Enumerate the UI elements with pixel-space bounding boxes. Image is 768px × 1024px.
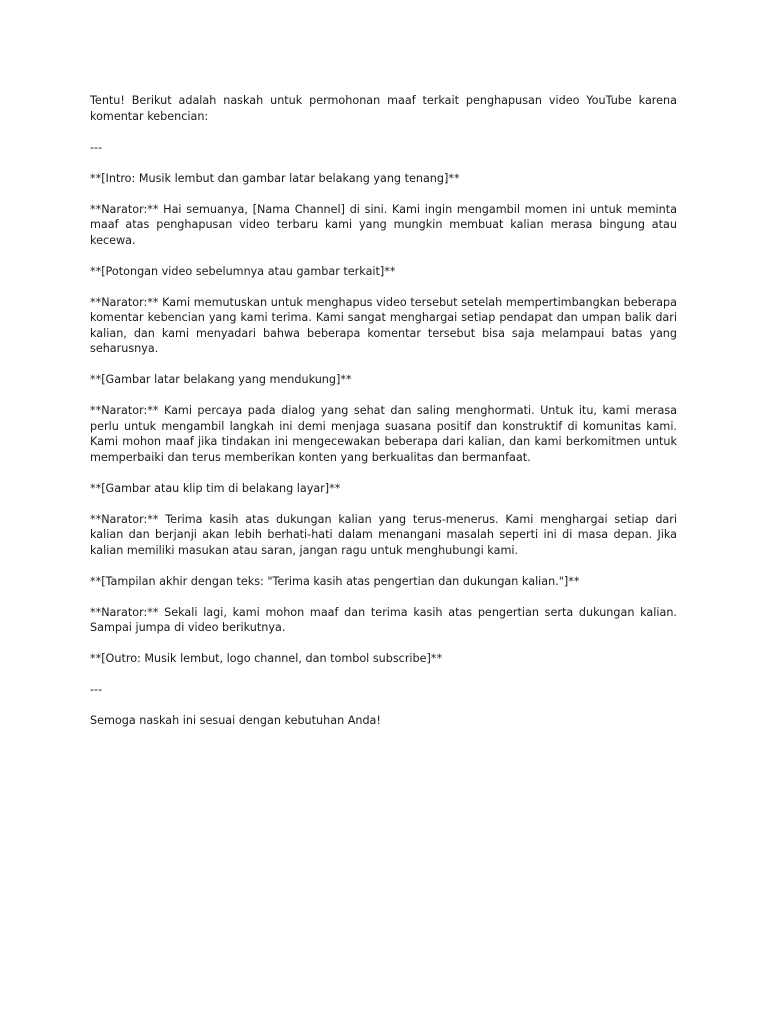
intro-text: Tentu! Berikut adalah naskah untuk permohonan maaf terkait penghapusan video YouTube karena komentar kebencian:: [90, 94, 677, 123]
document-page: [90, 93, 677, 744]
scene-direction-intro: **[Intro: Musik lembut dan gambar latar belakang yang tenang]**: [90, 171, 460, 185]
scene-direction-outro: **[Outro: Musik lembut, logo channel, dan tombol subscribe]**: [90, 652, 443, 665]
narrator-line-4: **Narator:** Terima kasih atas dukungan kalian yang terus-menerus. Kami menghargai setiap dari kalian dan berjanji akan lebih berhati-hati dalam menangani masalah seperti ini di masa depan. Jika kalian memiliki masukan atau saran, jangan ragu untuk menghubungi kami.: [90, 512, 677, 557]
scene-direction-background: **[Gambar latar belakang yang mendukung]**: [90, 373, 352, 386]
closing-text: Semoga naskah ini sesuai dengan kebutuhan Anda!: [90, 714, 381, 727]
separator-top: ---: [90, 140, 103, 154]
scene-direction-ending: **[Tampilan akhir dengan teks: "Terima kasih atas pengertian dan dukungan kalian."]**: [90, 574, 580, 588]
scene-direction-clip: **[Potongan video sebelumnya atau gambar terkait]**: [90, 264, 396, 278]
separator-bottom: ---: [90, 683, 103, 696]
narrator-line-1: **Narator:** Hai semuanya, [Nama Channel] di sini. Kami ingin mengambil momen ini untuk meminta maaf atas penghapusan video terbaru kami yang mungkin membuat kalian merasa bingung atau kecewa.: [90, 202, 677, 247]
narrator-line-2: **Narator:** Kami memutuskan untuk menghapus video tersebut setelah mempertimbangkan beberapa komentar kebencian yang kami terima. Kami sangat menghargai setiap pendapat dan umpan balik dari kalian, dan kami menyadari bahwa beberapa komentar tersebut bisa saja melampaui batas yang seharusnya.: [90, 295, 677, 355]
narrator-line-3: **Narator:** Kami percaya pada dialog yang sehat dan saling menghormati. Untuk itu, kami merasa perlu untuk mengambil langkah ini demi menjaga suasana positif dan konstruktif di komunitas kami. Kami mohon maaf jika tindakan ini mengecewakan beberapa dari kalian, dan kami berkomitmen untuk memperbaiki dan terus memberikan konten yang berkualitas dan bermanfaat.: [90, 404, 677, 464]
scene-direction-team: **[Gambar atau klip tim di belakang layar]**: [90, 481, 341, 495]
narrator-line-5: **Narator:** Sekali lagi, kami mohon maaf dan terima kasih atas pengertian serta dukungan kalian. Sampai jumpa di video berikutnya.: [90, 605, 677, 634]
